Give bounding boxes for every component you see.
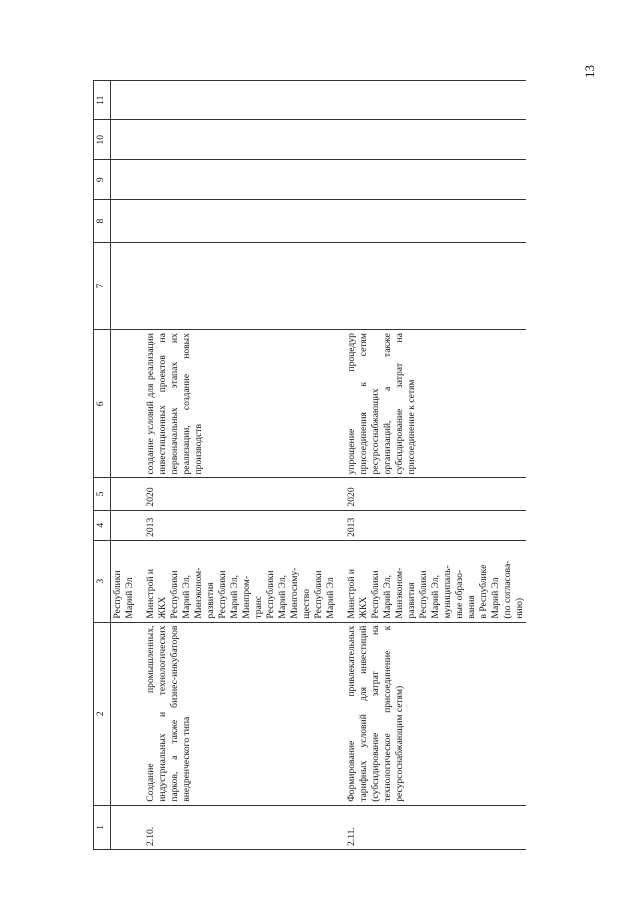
executor-line: щество — [300, 588, 312, 619]
col-header-6: 6 — [94, 330, 111, 478]
col-header-7: 7 — [94, 242, 111, 329]
row-number: 2.10. — [137, 805, 338, 849]
executor-line: в Республике — [477, 564, 489, 619]
executor-line: Республики — [168, 570, 180, 619]
col-header-5: 5 — [94, 478, 111, 510]
col-header-3: 3 — [94, 540, 111, 622]
executor-line: Минэконом- — [393, 567, 405, 619]
rotated-table-container — [93, 80, 523, 850]
col-header-8: 8 — [94, 200, 111, 242]
executor-line: Марий Эл — [324, 577, 336, 619]
executor-line: Минстрой и — [345, 568, 357, 619]
end-year: 2020 — [137, 478, 338, 510]
executor-line: Марий Эл, — [276, 574, 288, 619]
executor-line: Республики — [369, 570, 381, 619]
row-number: 2.11. — [338, 805, 527, 849]
executor-line: развития — [204, 582, 216, 619]
executor-line: Марий Эл, — [180, 574, 192, 619]
executor-line: нию) — [513, 597, 525, 619]
executor-line: Мингосиму- — [288, 567, 300, 619]
executor-line: Республики — [417, 570, 429, 619]
executors — [137, 540, 338, 622]
column-number-row — [94, 81, 111, 850]
table-row — [338, 81, 527, 850]
executor-line: Марий Эл, — [228, 574, 240, 619]
measure-name: Создание промышленных, индустриальных и технологических парков, а также бизнес-инкубаторов внедренческого типа — [137, 622, 338, 805]
executor-line: ЖКХ — [156, 596, 168, 619]
page-number: 13 — [582, 65, 597, 78]
executor-line: Минэконом- — [192, 567, 204, 619]
col-header-9: 9 — [94, 159, 111, 200]
executor-line: (по согласова- — [501, 560, 513, 619]
continuation-line: Марий Эл — [123, 577, 135, 619]
table-row — [137, 81, 338, 850]
executor-line: ЖКХ — [357, 596, 369, 619]
executor-line: развития — [405, 582, 417, 619]
col-header-10: 10 — [94, 120, 111, 159]
end-year: 2020 — [338, 478, 527, 510]
col-header-1: 1 — [94, 805, 111, 849]
executor-line: муниципаль- — [441, 565, 453, 619]
executor-line: ные образо- — [453, 569, 465, 619]
measure-name: Формирование привлекательных тарифных условий для инвестиций (субсидирование затрат на технологическое присоединение к ресурсоснабжающим сетям) — [338, 622, 527, 805]
continuation-row — [111, 81, 137, 850]
continuation-line: Республики — [112, 570, 123, 619]
executor-line: вания — [465, 595, 477, 619]
col-header-2: 2 — [94, 622, 111, 805]
executor-line: транс — [252, 595, 264, 619]
col-header-4: 4 — [94, 510, 111, 540]
executor-line: Минстрой и — [144, 568, 156, 619]
program-measures-table — [93, 80, 526, 850]
executor-line: Марий Эл, — [381, 574, 393, 619]
start-year: 2013 — [137, 510, 338, 540]
executor-line: Минпром- — [240, 575, 252, 619]
expected-result: упрощение процедур присоединения к сетям ресурсоснабжающих организаций, а также субсидирование затрат на присоединение к сетям — [338, 330, 527, 478]
executor-line: Республики — [312, 570, 324, 619]
executor-line: Республики — [264, 570, 276, 619]
col-header-11: 11 — [94, 81, 111, 121]
executors — [338, 540, 527, 622]
expected-result: создание условий для реализации инвестиционных проектов на первоначальных этапах их реализации, создание новых производств — [137, 330, 338, 478]
executor-line: Марий Эл, — [429, 574, 441, 619]
executor-line: Республики — [216, 570, 228, 619]
executor-line: Марий Эл — [489, 577, 501, 619]
start-year: 2013 — [338, 510, 527, 540]
continuation-executor — [111, 540, 137, 622]
